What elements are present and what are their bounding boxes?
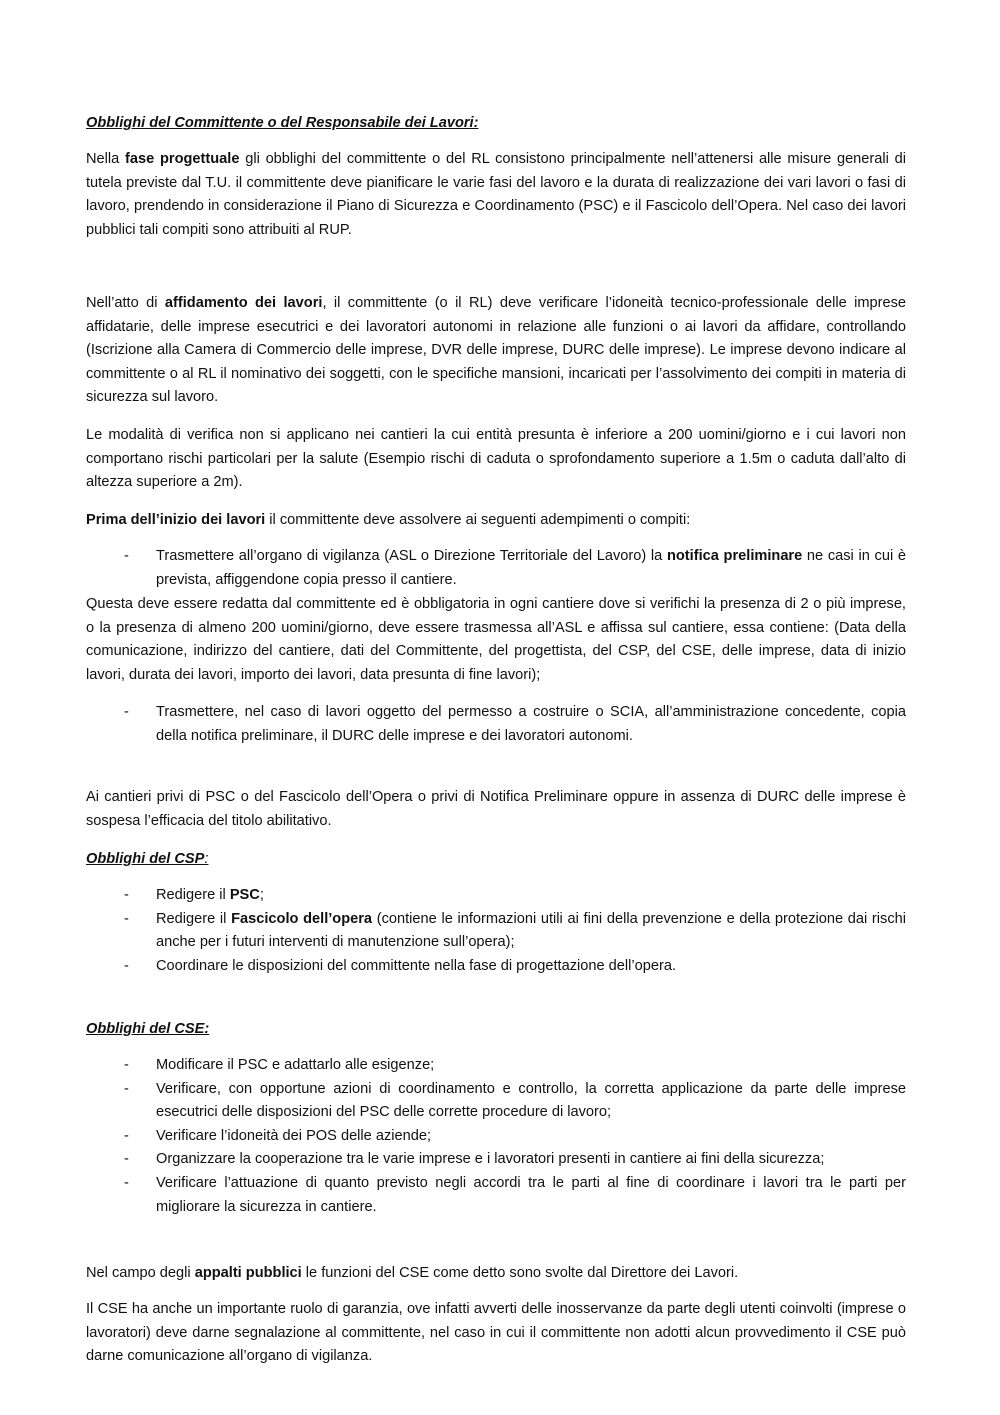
text-run: Redigere il (156, 910, 232, 927)
list-item (86, 908, 906, 955)
bold-term: notifica preliminare (666, 548, 803, 564)
paragraph-cantieri-privi: Ai cantieri privi di PSC o del Fascicolo dell’Opera o privi di Notifica Preliminare oppure in assenza di DURC delle imprese è sospesa l’efficacia del titolo abilitativo. (86, 789, 906, 829)
list-item: - Organizzare la cooperazione tra le varie imprese e i lavoratori presenti in cantiere ai fini della sicurezza; (86, 1148, 906, 1172)
heading-committente: Obblighi del Committente o del Responsabile dei Lavori: (86, 115, 479, 131)
paragraph-notifica-dettagli: Questa deve essere redatta dal committente ed è obbligatoria in ogni cantiere dove si verifichi la presenza di 2 o più imprese, o la presenza di almeno 200 uomini/giorno, deve essere trasmessa all’ASL e affissa sul cantiere, essa contiene: (Data della comunicazione, indirizzo del cantiere, dati del Committente, del progettista, del CSP, del CSE, delle imprese, data di inizio lavori, durata dei lavori, importo dei lavori, data presunta di fine lavori); (86, 596, 906, 683)
bold-term: Fascicolo dell’opera (231, 910, 373, 927)
text-run: Nel campo degli (86, 1265, 195, 1281)
paragraph-prima-inizio (86, 509, 906, 533)
text-run: , il committente (o il RL) deve verificare l’idoneità tecnico-professionale delle imprese affidatarie, delle imprese esecutrici e dei lavoratori autonomi in relazione alle funzioni o ai lavori da affidare, controllando (Iscrizione alla Camera di Commercio delle imprese, DVR delle imprese, DURC delle imprese). Le imprese devono indicare al committente o al RL il nominativo dei soggetti, con le specifiche mansioni, incaricati per l’assolvimento dei compiti in materia di sicurezza sul lavoro. (86, 295, 906, 406)
text-run: Nell’atto di (86, 295, 165, 311)
text-run: Nella (86, 151, 126, 167)
list-item: - Trasmettere, nel caso di lavori oggetto del permesso a costruire o SCIA, all’amministrazione concedente, copia della notifica preliminare, il DURC delle imprese e dei lavoratori autonomi. (86, 701, 906, 748)
heading-text: Obblighi del CSP (86, 851, 205, 867)
paragraph-affidamento (86, 292, 906, 410)
paragraph-ruolo-garanzia: Il CSE ha anche un importante ruolo di garanzia, ove infatti avverti delle inosservanze da parte degli utenti coinvolti (imprese o lavoratori) deve darne segnalazione al committente, nel caso in cui il committente non adotti alcun provvedimento il CSE può darne comunicazione all’organo di vigilanza. (86, 1301, 906, 1365)
paragraph-appalti-pubblici (86, 1262, 906, 1286)
list-item (86, 545, 906, 592)
list-item: - Verificare l’idoneità dei POS delle aziende; (86, 1125, 906, 1149)
list-item: - Verificare l’attuazione di quanto previsto negli accordi tra le parti al fine di coordinare i lavori tra le parti per migliorare la sicurezza in cantiere. (86, 1172, 906, 1219)
text-run: le funzioni del CSE come detto sono svolte dal Direttore dei Lavori. (301, 1265, 739, 1281)
list-notifica (86, 545, 906, 592)
list-item: - Verificare, con opportune azioni di coordinamento e controllo, la corretta applicazione da parte delle imprese esecutrici delle disposizioni del PSC delle corrette procedure di lavoro; (86, 1078, 906, 1125)
list-item: - Coordinare le disposizioni del committente nella fase di progettazione dell’opera. (86, 955, 906, 979)
list-cse (86, 1054, 906, 1219)
text-run: Trasmettere all’organo di vigilanza (ASL o Direzione Territoriale del Lavoro) la (156, 548, 667, 564)
text-run: gli obblighi del committente o del RL consistono principalmente nell’attenersi alle misure generali di tutela previste dal T.U. il committente deve pianificare le varie fasi del lavoro e la durata di realizzazione dei vari lavori o fasi di lavoro, prendendo in considerazione il Piano di Sicurezza e Coordinamento (PSC) e il Fascicolo dell’Opera. Nel caso dei lavori pubblici tali compiti sono attribuiti al RUP. (86, 151, 906, 238)
text-run: il committente deve assolvere ai seguenti adempimenti o compiti: (265, 512, 691, 528)
list-item (86, 884, 906, 908)
text-run: Redigere il (156, 887, 230, 903)
list-item: - Modificare il PSC e adattarlo alle esigenze; (86, 1054, 906, 1078)
bold-term: appalti pubblici (194, 1265, 302, 1281)
heading-cse: Obblighi del CSE: (86, 1021, 210, 1037)
text-run: (contiene le informazioni utili ai fini della prevenzione e della protezione dai rischi anche per i futuri interventi di manutenzione sull’opera); (156, 910, 906, 951)
bold-term: PSC (229, 887, 260, 903)
list-csp (86, 884, 906, 978)
list-trasmettere (86, 701, 906, 748)
heading-csp (86, 848, 906, 872)
text-run: ; (259, 887, 264, 903)
bold-term: fase progettuale (125, 151, 240, 167)
paragraph-fase-progettuale (86, 148, 906, 242)
text-run: ne casi in cui è prevista, affiggendone copia presso il cantiere. (156, 548, 906, 588)
bold-term: affidamento dei lavori (164, 295, 323, 311)
bold-term: Prima dell’inizio dei lavori (86, 512, 266, 528)
heading-colon: : (204, 851, 209, 867)
paragraph-modalita-verifica: Le modalità di verifica non si applicano nei cantieri la cui entità presunta è inferiore a 200 uomini/giorno e i cui lavori non comportano rischi particolari per la salute (Esempio rischi di caduta o sprofondamento superiore a 1.5m o caduta dall’alto di altezza superiore a 2m). (86, 427, 906, 491)
